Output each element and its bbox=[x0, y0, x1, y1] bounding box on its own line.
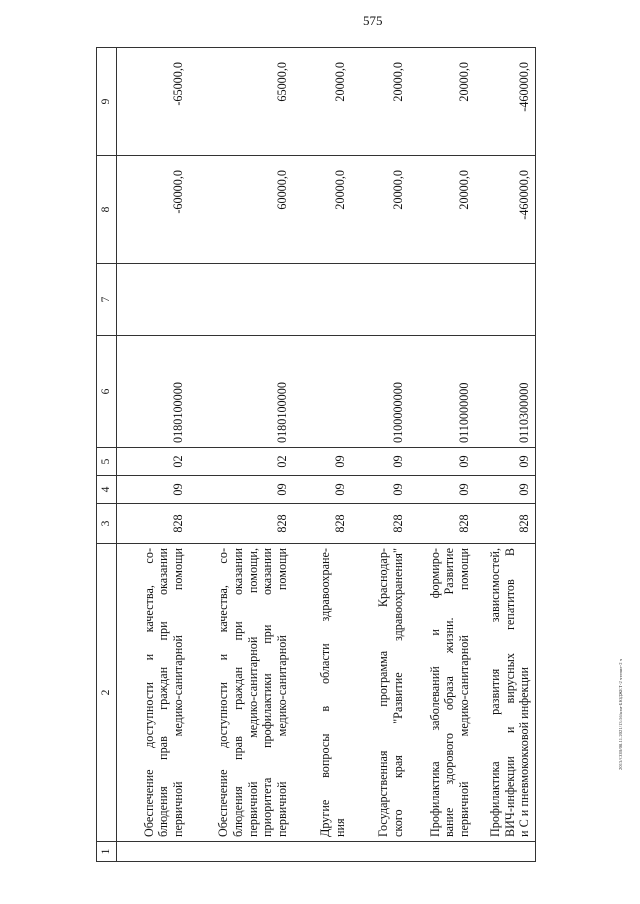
amount-cell-col9: 20000,0 bbox=[351, 48, 409, 156]
description-cell bbox=[293, 544, 351, 842]
description-line: Профилактика развития зависимостей, bbox=[488, 548, 503, 837]
page-number: 575 bbox=[363, 13, 383, 28]
table-row bbox=[117, 48, 189, 862]
ministry-code-cell: 828 bbox=[409, 504, 475, 544]
subsection-code-cell: 09 bbox=[351, 448, 409, 476]
target-article-cell: 0100000000 bbox=[351, 336, 409, 448]
table-row bbox=[409, 48, 475, 862]
description-line: и С и пневмококковой инфекции bbox=[517, 666, 532, 837]
description-cell bbox=[351, 544, 409, 842]
row-number-cell bbox=[475, 842, 536, 862]
header-cell: 1 bbox=[97, 842, 117, 862]
target-article-cell: 0180100000 bbox=[117, 336, 189, 448]
amount-cell-col9: -65000,0 bbox=[117, 48, 189, 156]
description-cell bbox=[475, 544, 536, 842]
table-row bbox=[293, 48, 351, 862]
section-code-cell: 09 bbox=[351, 476, 409, 504]
ministry-code-cell: 828 bbox=[475, 504, 536, 544]
description-cell bbox=[189, 544, 293, 842]
description-line: Другие вопросы в области здравоохране- bbox=[318, 548, 333, 837]
header-cell: 4 bbox=[97, 476, 117, 504]
description-line: ВИЧ-инфекции и вирусных гепатитов В bbox=[502, 548, 517, 837]
section-code-cell: 09 bbox=[409, 476, 475, 504]
target-article-cell: 0110300000 bbox=[475, 336, 536, 448]
subsection-code-cell: 09 bbox=[293, 448, 351, 476]
description-line: первичной медико-санитарной помощи, bbox=[245, 548, 260, 837]
budget-table bbox=[96, 47, 536, 862]
target-article-cell bbox=[293, 336, 351, 448]
header-cell: 9 bbox=[97, 48, 117, 156]
subsection-code-cell: 02 bbox=[117, 448, 189, 476]
row-number-cell bbox=[293, 842, 351, 862]
expense-type-cell bbox=[293, 264, 351, 336]
description-line: Профилактика заболеваний и формиро- bbox=[427, 548, 442, 837]
ministry-code-cell: 828 bbox=[189, 504, 293, 544]
amount-cell-col8: 60000,0 bbox=[189, 156, 293, 264]
section-code-cell: 09 bbox=[475, 476, 536, 504]
section-code-cell: 09 bbox=[293, 476, 351, 504]
subsection-code-cell: 02 bbox=[189, 448, 293, 476]
footer-document-code: 2013/СОВ/08.11.2021/13:56/кзм-БЮДЖЕТ-2 чтение-2 ч bbox=[618, 658, 623, 770]
subsection-code-cell: 09 bbox=[475, 448, 536, 476]
ministry-code-cell: 828 bbox=[117, 504, 189, 544]
header-cell: 8 bbox=[97, 156, 117, 264]
description-line: первичной медико-санитарной помощи bbox=[170, 548, 185, 837]
description-line: первичной медико-санитарной помощи bbox=[456, 548, 471, 837]
description-cell bbox=[409, 544, 475, 842]
section-code-cell: 09 bbox=[189, 476, 293, 504]
row-number-cell bbox=[189, 842, 293, 862]
subsection-code-cell: 09 bbox=[409, 448, 475, 476]
header-cell: 6 bbox=[97, 336, 117, 448]
target-article-cell: 0180100000 bbox=[189, 336, 293, 448]
table-row bbox=[189, 48, 293, 862]
row-number-cell bbox=[117, 842, 189, 862]
description-line: ния bbox=[332, 818, 347, 837]
description-line: Государственная программа Краснодар- bbox=[376, 548, 391, 837]
description-line: приоритета профилактики при оказании bbox=[260, 548, 275, 837]
expense-type-cell bbox=[475, 264, 536, 336]
amount-cell-col9: 65000,0 bbox=[189, 48, 293, 156]
section-code-cell: 09 bbox=[117, 476, 189, 504]
table-row bbox=[475, 48, 536, 862]
description-cell bbox=[117, 544, 189, 842]
header-cell: 7 bbox=[97, 264, 117, 336]
expense-type-cell bbox=[409, 264, 475, 336]
amount-cell-col8: -60000,0 bbox=[117, 156, 189, 264]
header-cell: 5 bbox=[97, 448, 117, 476]
amount-cell-col9: 20000,0 bbox=[293, 48, 351, 156]
expense-type-cell bbox=[189, 264, 293, 336]
amount-cell-col8: -460000,0 bbox=[475, 156, 536, 264]
expense-type-cell bbox=[117, 264, 189, 336]
description-line: вание здорового образа жизни. Развитие bbox=[442, 548, 457, 837]
table-header-row bbox=[97, 48, 117, 862]
ministry-code-cell: 828 bbox=[351, 504, 409, 544]
description-line: ского края "Развитие здравоохранения" bbox=[390, 548, 405, 837]
amount-cell-col8: 20000,0 bbox=[351, 156, 409, 264]
expense-type-cell bbox=[351, 264, 409, 336]
row-number-cell bbox=[409, 842, 475, 862]
row-number-cell bbox=[351, 842, 409, 862]
description-line: Обеспечение доступности и качества, со- bbox=[141, 548, 156, 837]
description-line: первичной медико-санитарной помощи bbox=[274, 548, 289, 837]
ministry-code-cell: 828 bbox=[293, 504, 351, 544]
amount-cell-col8: 20000,0 bbox=[293, 156, 351, 264]
budget-table-rotated bbox=[96, 48, 534, 862]
table-row bbox=[351, 48, 409, 862]
amount-cell-col9: -460000,0 bbox=[475, 48, 536, 156]
description-line: блюдения прав граждан при оказании bbox=[230, 548, 245, 837]
amount-cell-col8: 20000,0 bbox=[409, 156, 475, 264]
header-cell: 2 bbox=[97, 544, 117, 842]
description-line: блюдения прав граждан при оказании bbox=[156, 548, 171, 837]
amount-cell-col9: 20000,0 bbox=[409, 48, 475, 156]
description-line: Обеспечение доступности и качества, со- bbox=[216, 548, 231, 837]
header-cell: 3 bbox=[97, 504, 117, 544]
target-article-cell: 0110000000 bbox=[409, 336, 475, 448]
